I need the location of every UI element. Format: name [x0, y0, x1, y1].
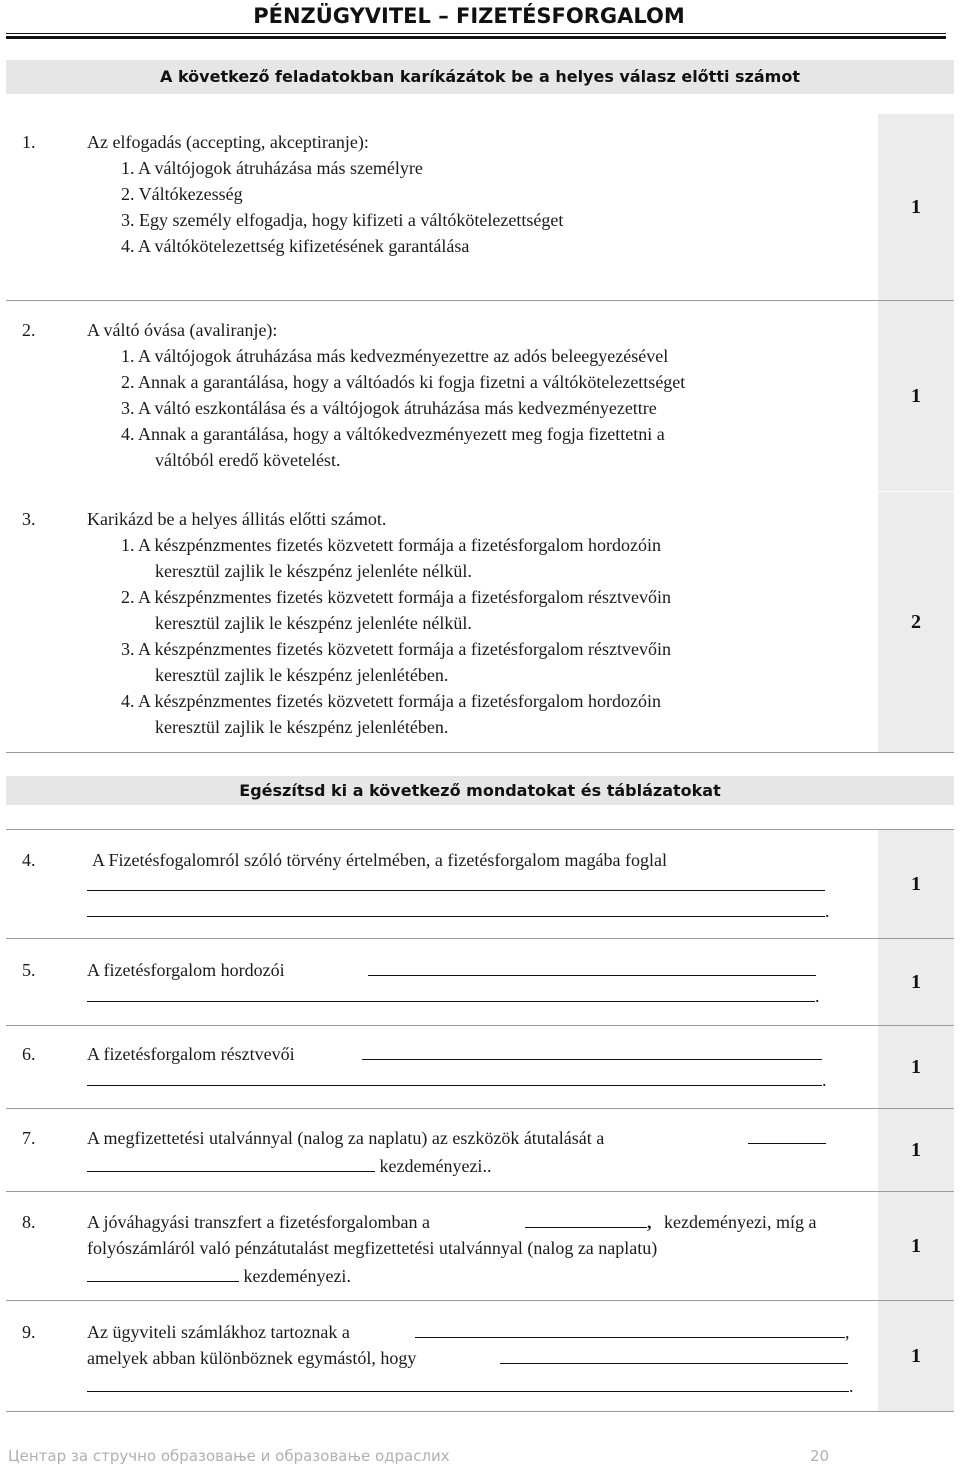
q9-number: 9.	[22, 1322, 36, 1342]
q9-answer-line-3[interactable]: .	[87, 1373, 854, 1397]
instruction-band-circle: A következő feladatokban karíkázátok be a helyes válasz előtti számot	[6, 60, 954, 94]
q5-number: 5.	[22, 960, 36, 980]
title-rule	[6, 33, 946, 34]
divider	[6, 300, 954, 301]
q2-option-1[interactable]: 1. A váltójogok átruházása más kedvezményezettre az adós beleegyezésével	[121, 346, 669, 366]
q9-text: Az ügyviteli számlákhoz tartoznak a	[87, 1322, 350, 1342]
q3-option-1-cont: keresztül zajlik le készpénz jelenléte nélkül.	[155, 561, 472, 581]
q7-text: A megfizettetési utalvánnyal (nalog za naplatu) az eszközök átutalását a	[87, 1128, 605, 1148]
q6-text: A fizetésforgalom résztvevői	[87, 1044, 295, 1064]
divider	[6, 752, 954, 753]
instruction-band-complete: Egészítsd ki a következő mondatokat és táblázatokat	[6, 776, 954, 805]
q8-answer-line-1[interactable]: ,	[525, 1209, 652, 1233]
footer-page-number: 20	[810, 1447, 830, 1465]
divider	[6, 1025, 954, 1026]
q2-option-4[interactable]: 4. Annak a garantálása, hogy a váltókedvezményezett meg fogja fizettetni a	[121, 424, 665, 444]
q1-text: Az elfogadás (accepting, akceptiranje):	[87, 132, 369, 152]
q9-answer-line-2[interactable]	[500, 1345, 848, 1369]
footer-institution: Центар за стручно образовање и образовање одраслих	[8, 1447, 450, 1465]
q3-option-1[interactable]: 1. A készpénzmentes fizetés közvetett formája a fizetésforgalom hordozóin	[121, 535, 661, 555]
q6-answer-line-1[interactable]	[362, 1041, 822, 1065]
divider	[6, 938, 954, 939]
q2-number: 2.	[22, 320, 36, 340]
q6-answer-line-2[interactable]: .	[87, 1067, 827, 1091]
q2-text: A váltó óvása (avaliranje):	[87, 320, 278, 340]
title-rule-thick	[6, 36, 946, 39]
score-q1: 1	[878, 114, 954, 300]
divider	[6, 1191, 954, 1192]
page-title: PÉNZÜGYVITEL – FIZETÉSFORGALOM	[253, 4, 685, 28]
q1-number: 1.	[22, 132, 36, 152]
q2-option-2[interactable]: 2. Annak a garantálása, hogy a váltóadós ki fogja fizetni a váltókötelezettséget	[121, 372, 686, 392]
q7-answer-line-1[interactable]	[748, 1125, 826, 1149]
score-q4: 1	[878, 830, 954, 938]
score-q2: 1	[878, 301, 954, 491]
divider	[6, 829, 954, 830]
q2-option-4-cont: váltóból eredő követelést.	[155, 450, 341, 470]
q8-text-b: kezdeményezi, míg a	[664, 1212, 817, 1232]
q6-number: 6.	[22, 1044, 36, 1064]
q3-option-4[interactable]: 4. A készpénzmentes fizetés közvetett formája a fizetésforgalom hordozóin	[121, 691, 661, 711]
score-q7: 1	[878, 1109, 954, 1191]
score-q6: 1	[878, 1026, 954, 1108]
q7-number: 7.	[22, 1128, 36, 1148]
q1-option-3[interactable]: 3. Egy személy elfogadja, hogy kifizeti a váltókötelezettséget	[121, 210, 564, 230]
q1-option-1[interactable]: 1. A váltójogok átruházása más személyre	[121, 158, 423, 178]
q3-option-2-cont: keresztül zajlik le készpénz jelenléte nélkül.	[155, 613, 472, 633]
q5-answer-line-1[interactable]	[368, 957, 816, 981]
q3-number: 3.	[22, 509, 36, 529]
score-q8: 1	[878, 1192, 954, 1300]
q3-option-2[interactable]: 2. A készpénzmentes fizetés közvetett formája a fizetésforgalom résztvevőin	[121, 587, 671, 607]
q4-answer-line-1[interactable]	[87, 872, 825, 896]
q1-option-2[interactable]: 2. Váltókezesség	[121, 184, 243, 204]
score-q5: 1	[878, 939, 954, 1025]
q8-number: 8.	[22, 1212, 36, 1232]
q3-option-3[interactable]: 3. A készpénzmentes fizetés közvetett formája a fizetésforgalom résztvevőin	[121, 639, 671, 659]
divider	[6, 1411, 954, 1412]
score-q9: 1	[878, 1301, 954, 1411]
q5-text: A fizetésforgalom hordozói	[87, 960, 285, 980]
q5-answer-line-2[interactable]: .	[87, 983, 820, 1007]
q3-text: Karikázd be a helyes állitás előtti számot.	[87, 509, 387, 529]
q8-text: A jóváhagyási transzfert a fizetésforgalomban a	[87, 1212, 431, 1232]
q8-text-2: folyószámláról való pénzátutalást megfizettetési utalvánnyal (nalog za naplatu)	[87, 1238, 658, 1258]
q3-option-3-cont: keresztül zajlik le készpénz jelenlétében.	[155, 665, 449, 685]
divider	[6, 1300, 954, 1301]
q4-answer-line-2[interactable]: .	[87, 898, 830, 922]
q2-option-3[interactable]: 3. A váltó eszkontálása és a váltójogok átruházása más kedvezményezettre	[121, 398, 657, 418]
q1-option-4[interactable]: 4. A váltókötelezettség kifizetésének garantálása	[121, 236, 470, 256]
score-q3: 2	[878, 492, 954, 752]
q9-answer-line-1[interactable]: ,	[415, 1319, 850, 1343]
q7-answer-line-2[interactable]: kezdeményezi..	[87, 1153, 491, 1177]
divider	[6, 1108, 954, 1109]
q3-option-4-cont: keresztül zajlik le készpénz jelenlétében.	[155, 717, 449, 737]
q4-text: A Fizetésfogalomról szóló törvény értelmében, a fizetésforgalom magába foglal	[92, 850, 667, 870]
q8-answer-line-2[interactable]: kezdeményezi.	[87, 1263, 351, 1287]
q9-text-2: amelyek abban különböznek egymástól, hogy	[87, 1348, 417, 1368]
q4-number: 4.	[22, 850, 36, 870]
